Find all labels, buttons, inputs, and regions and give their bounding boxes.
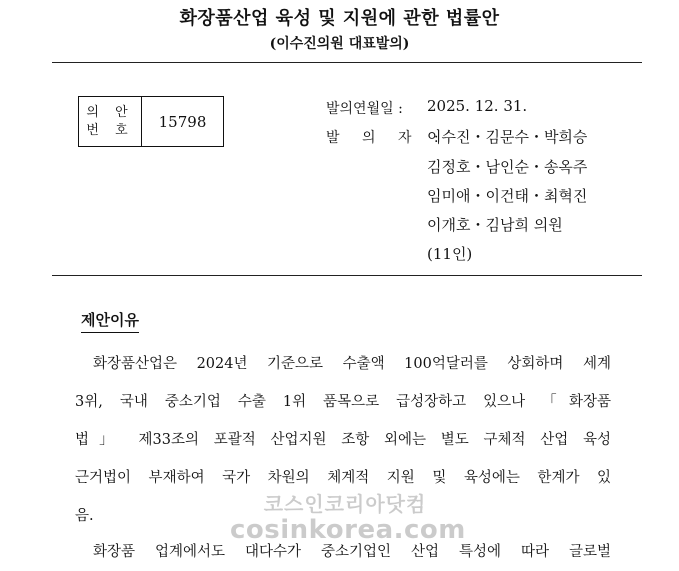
date-label: 발의연월일 : [326, 101, 403, 117]
paragraph-line: 화장품 업계에서도 대다수가 중소기업인 산업 특성에 따라 글로벌 [93, 544, 611, 560]
paragraph-line: 법」 제33조의 포괄적 산업지원 조항 외에는 별도 구체적 산업 육성 [75, 432, 611, 448]
section-heading: 제안이유 [81, 309, 139, 333]
bill-number-label-line1: 의 안 [86, 104, 134, 120]
reason-paragraph-2 [75, 533, 611, 571]
paragraph-line: 음. [75, 508, 94, 524]
document-title: 화장품산업 육성 및 지원에 관한 법률안 [179, 8, 500, 29]
proposer-line-4: 이개호・김남희 의원 [427, 216, 563, 234]
proposer-line-2: 김정호・남인순・송옥주 [427, 158, 588, 176]
bill-number-value: 15798 [158, 112, 207, 131]
bill-number-box [78, 96, 224, 147]
header-divider [52, 62, 642, 63]
proposer-line-3: 임미애・이건태・최혁진 [427, 187, 588, 205]
document-subtitle: (이수진의원 대표발의) [269, 36, 410, 52]
paragraph-line: 화장품산업은 2024년 기준으로 수출액 100억달러를 상회하며 세계 [93, 356, 611, 372]
watermark-korean: 코스인코리아닷컴 [263, 492, 427, 516]
bill-number-label [79, 97, 142, 146]
meta-divider [52, 275, 642, 276]
paragraph-line: 3위, 국내 중소기업 수출 1위 품목으로 급성장하고 있으나 「화장품 [75, 394, 611, 410]
proposer-label: 발 의 자 : [326, 130, 448, 146]
reason-paragraph-1 [75, 345, 611, 535]
proposer-count: (11인) [427, 245, 473, 263]
paragraph-line: 근거법이 부재하여 국가 차원의 체계적 지원 및 육성에는 한계가 있 [75, 470, 611, 486]
proposer-line-1: 이수진・김문수・박희승 [427, 128, 588, 146]
watermark-english: cosinkorea.com [230, 515, 466, 545]
bill-number-label-line2: 번 호 [86, 122, 134, 138]
date-value: 2025. 12. 31. [427, 97, 528, 115]
